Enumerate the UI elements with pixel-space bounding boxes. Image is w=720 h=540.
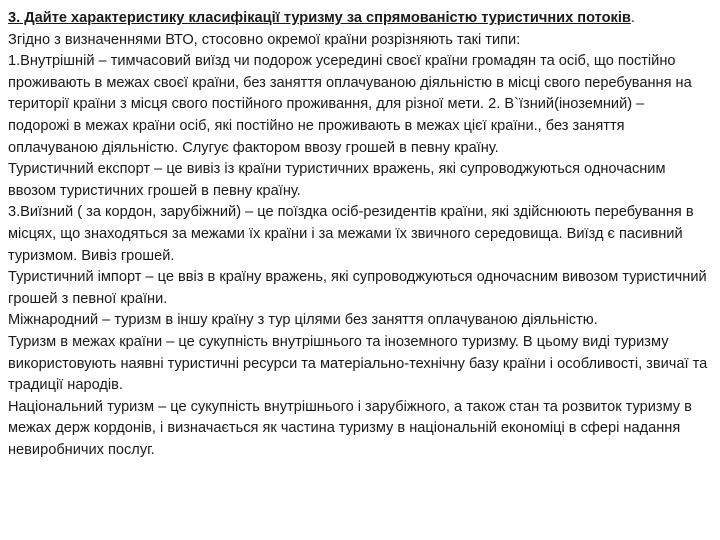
paragraph-internal-inbound: 1.Внутрішній – тимчасовий виїзд чи подорож усередині своєї країни громадян та осіб, що постійно проживають в межах своєї країни, без заняття оплачуваною діяльністю в місці свого перебування на території країни з місця свого постійного проживання, для різної мети. 2. В`їзний(іноземний) – подорожі в межах країни осіб, які постійно не проживають в межах цієї країни., без заняття оплачуваною діяльністю. Слугує фактором ввозу грошей в певну країну. (8, 53, 692, 156)
paragraph-national: Національний туризм – це сукупність внутрішнього і зарубіжного, а також стан та розвиток туризму в межах держ кордонів, і визначається як частина туризму в національній економіці в сфері надання невиробничих послуг. (8, 398, 692, 458)
text-block (8, 8, 708, 461)
heading-line (8, 8, 708, 30)
paragraph-tourism-export: Туристичний експорт – це вивіз із країни туристичних вражень, які супроводжуються одночасним ввозом туристичних грошей в певну країну. (8, 161, 666, 199)
paragraph-domestic: Туризм в межах країни – це сукупність внутрішнього та іноземного туризму. В цьому виді туризму використовують наявні туристичні ресурси та матеріально-технічну базу країни і особливості, звичаї та традиції народів. (8, 333, 708, 394)
heading-period: . (630, 10, 635, 26)
paragraph-intro: Згідно з визначеннями ВТО, стосовно окремої країни розрізняють такі типи: (8, 31, 521, 48)
question-heading: 3. Дайте характеристику класифікації туризму за спрямованістю туристичних потоків (8, 10, 631, 26)
paragraph-tourism-import: Туристичний імпорт – це ввіз в країну вражень, які супроводжуються одночасним вивозом туристичний грошей з певної країни. (8, 269, 707, 307)
paragraph-international: Міжнародний – туризм в іншу країну з тур цілями без заняття оплачуваною діяльністю. (8, 312, 598, 329)
paragraph-outbound: 3.Виїзний ( за кордон, зарубіжний) – це поїздка осіб-резидентів країни, які здійснюють перебування в місцях, що знаходяться за межами їх країни і за межами їх звичного середовища. Виїзд є пасивний туризмом. Вивіз грошей. (8, 204, 694, 264)
